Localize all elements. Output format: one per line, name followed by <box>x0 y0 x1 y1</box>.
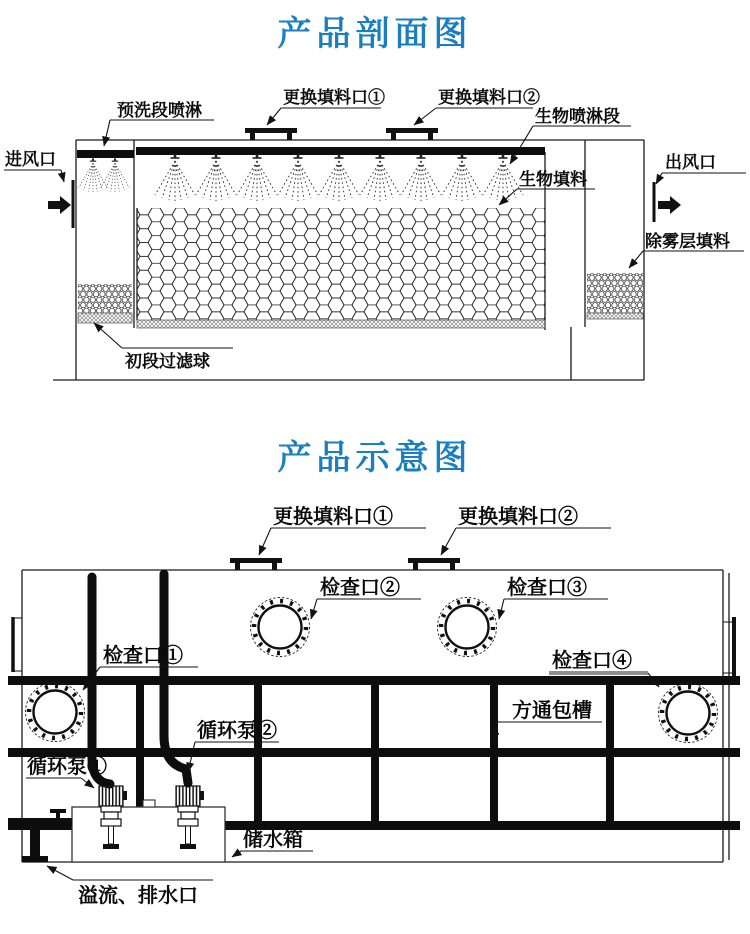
prewash-spray-bar <box>77 150 134 158</box>
schematic-diagram <box>0 490 750 934</box>
filler-port-2-label: 更换填料口② <box>438 88 540 107</box>
demister-media-label: 除雾层填料 <box>645 232 730 251</box>
prewash-spray-label: 预洗段喷淋 <box>117 101 202 120</box>
prewash-spray-nozzles <box>79 158 130 192</box>
square-tube-channel-label: 方通包槽 <box>512 700 592 722</box>
inspection-port-3-label: 检查口③ <box>507 577 587 599</box>
filler-port-2 <box>386 128 438 140</box>
demister-media-bed <box>587 273 643 313</box>
left-side-bracket <box>13 617 22 672</box>
inspection-port-3 <box>438 598 497 657</box>
inspection-port-2-label: 检查口② <box>320 577 400 599</box>
filler-port-1 <box>230 558 282 570</box>
water-tank <box>72 807 225 862</box>
bio-media-bed <box>137 208 545 320</box>
cross-section-title: 产品剖面图 <box>277 15 473 53</box>
inspection-port-4 <box>659 684 718 743</box>
circulation-pump-2-label: 循环泵② <box>197 720 277 742</box>
filler-port-1 <box>245 128 297 140</box>
water-tank-label: 储水箱 <box>243 829 303 851</box>
filler-port-1-label: 更换填料口① <box>273 506 393 528</box>
overflow-drain-piping <box>8 809 72 862</box>
air-outlet-flow-arrow <box>658 196 681 214</box>
filler-port-2-label: 更换填料口② <box>458 506 578 528</box>
bio-media-support-grid <box>137 320 545 328</box>
filler-port-1-label: 更换填料口① <box>283 88 385 107</box>
air-outlet-label: 出风口 <box>665 153 716 172</box>
inspection-port-2 <box>251 598 310 657</box>
cross-section-diagram <box>0 58 750 430</box>
inspection-port-4-label: 检查口④ <box>552 650 632 672</box>
inspection-port-1-label: 检查口① <box>103 645 183 667</box>
inspection-port-1 <box>26 683 85 742</box>
filter-ball-support-grid <box>78 313 132 323</box>
air-inlet-label: 进风口 <box>5 150 56 169</box>
filler-port-2 <box>408 558 460 570</box>
bio-spray-section-label: 生物喷淋段 <box>535 107 620 126</box>
demister-support-grid <box>587 313 643 319</box>
initial-filter-balls-label: 初段过滤球 <box>125 352 210 371</box>
schematic-title: 产品示意图 <box>277 439 473 477</box>
bio-media-label: 生物填料 <box>519 170 587 189</box>
circulation-pump-1-label: 循环泵① <box>27 756 107 778</box>
tank-top-fitting <box>143 800 155 807</box>
bio-spray-nozzles <box>155 154 523 201</box>
bio-spray-bar <box>136 147 545 155</box>
air-inlet-flow-arrow <box>48 196 71 214</box>
overflow-drain-label: 溢流、排水口 <box>78 885 198 907</box>
initial-filter-ball-bed <box>78 284 132 313</box>
